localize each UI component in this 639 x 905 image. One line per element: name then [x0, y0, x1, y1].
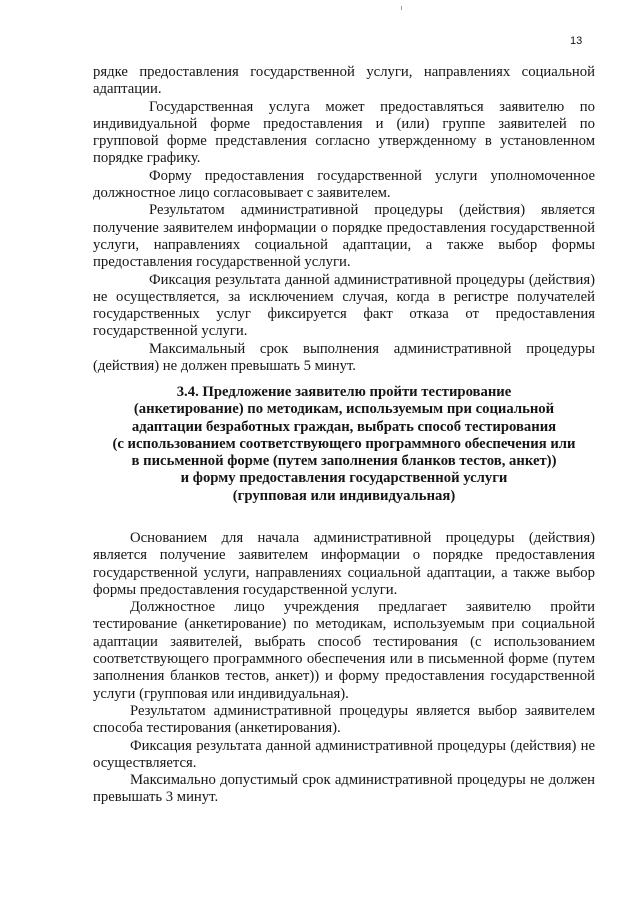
body-section-1 — [93, 64, 595, 375]
heading-line: (с использованием соответствующего программного обеспечения или — [112, 435, 576, 452]
paragraph: Фиксация результата данной административной процедуры (действия) не осуществляется, за исключением случая, когда в регистре получателей государственных услуг фиксируется факт отказа от предоставления государственной услуги. — [93, 271, 595, 340]
page-number: 13 — [570, 35, 583, 47]
heading-line: в письменной форме (путем заполнения бланков тестов, анкет)) — [131, 453, 557, 470]
paragraph-continued: рядке предоставления государственной услуги, направлениях социальной адаптации. — [93, 64, 595, 98]
paragraph: Фиксация результата данной административной процедуры (действия) не осуществляется. — [93, 737, 595, 771]
paragraph: Основанием для начала административной процедуры (действия) является получение заявителем информации о порядке предоставления государственной услуги, направлениях социальной адаптации, а также выбор формы предоставления государственной услуги. — [93, 530, 595, 598]
paragraph: Результатом административной процедуры является выбор заявителем способа тестирования (анкетирования). — [93, 702, 595, 737]
section-heading — [93, 384, 595, 505]
heading-line: (групповая или индивидуальная) — [232, 487, 456, 504]
heading-line: 3.4. Предложение заявителю пройти тестирование — [176, 384, 512, 400]
heading-line: (анкетирование) по методикам, используемым при социальной — [133, 401, 555, 418]
paragraph: Максимально допустимый срок административной процедуры не должен превышать 3 минут. — [93, 772, 595, 806]
heading-line: адаптации безработных граждан, выбрать способ тестирования — [131, 418, 557, 435]
paragraph: Результатом административной процедуры (действия) является получение заявителем информации о порядке предоставления государственной услуги, направлениях социальной адаптации, а также выбор формы предоставления государственной услуги. — [93, 202, 595, 271]
paragraph: Должностное лицо учреждения предлагает заявителю пройти тестирование (анкетирование) по методикам, используемым при социальной адаптации заявителей, выбрать способ тестирования (с использованием соответствующего программного обеспечения или в письменной форме (путем заполнения бланков тестов, анкет)) и форму предоставления государственной услуги (групповая или индивидуальная). — [93, 599, 595, 702]
heading-line: и форму предоставления государственной услуги — [180, 470, 508, 487]
paragraph: Форму предоставления государственной услуги уполномоченное должностное лицо согласовывает с заявителем. — [93, 167, 595, 202]
scan-mark — [401, 6, 402, 10]
paragraph: Государственная услуга может предоставляться заявителю по индивидуальной форме предоставления и (или) группе заявителей по групповой форме представления согласно утвержденному в установленном порядке графику. — [93, 98, 595, 167]
paragraph: Максимальный срок выполнения административной процедуры (действия) не должен превышать 5 минут. — [93, 340, 595, 375]
body-section-2 — [93, 530, 595, 807]
